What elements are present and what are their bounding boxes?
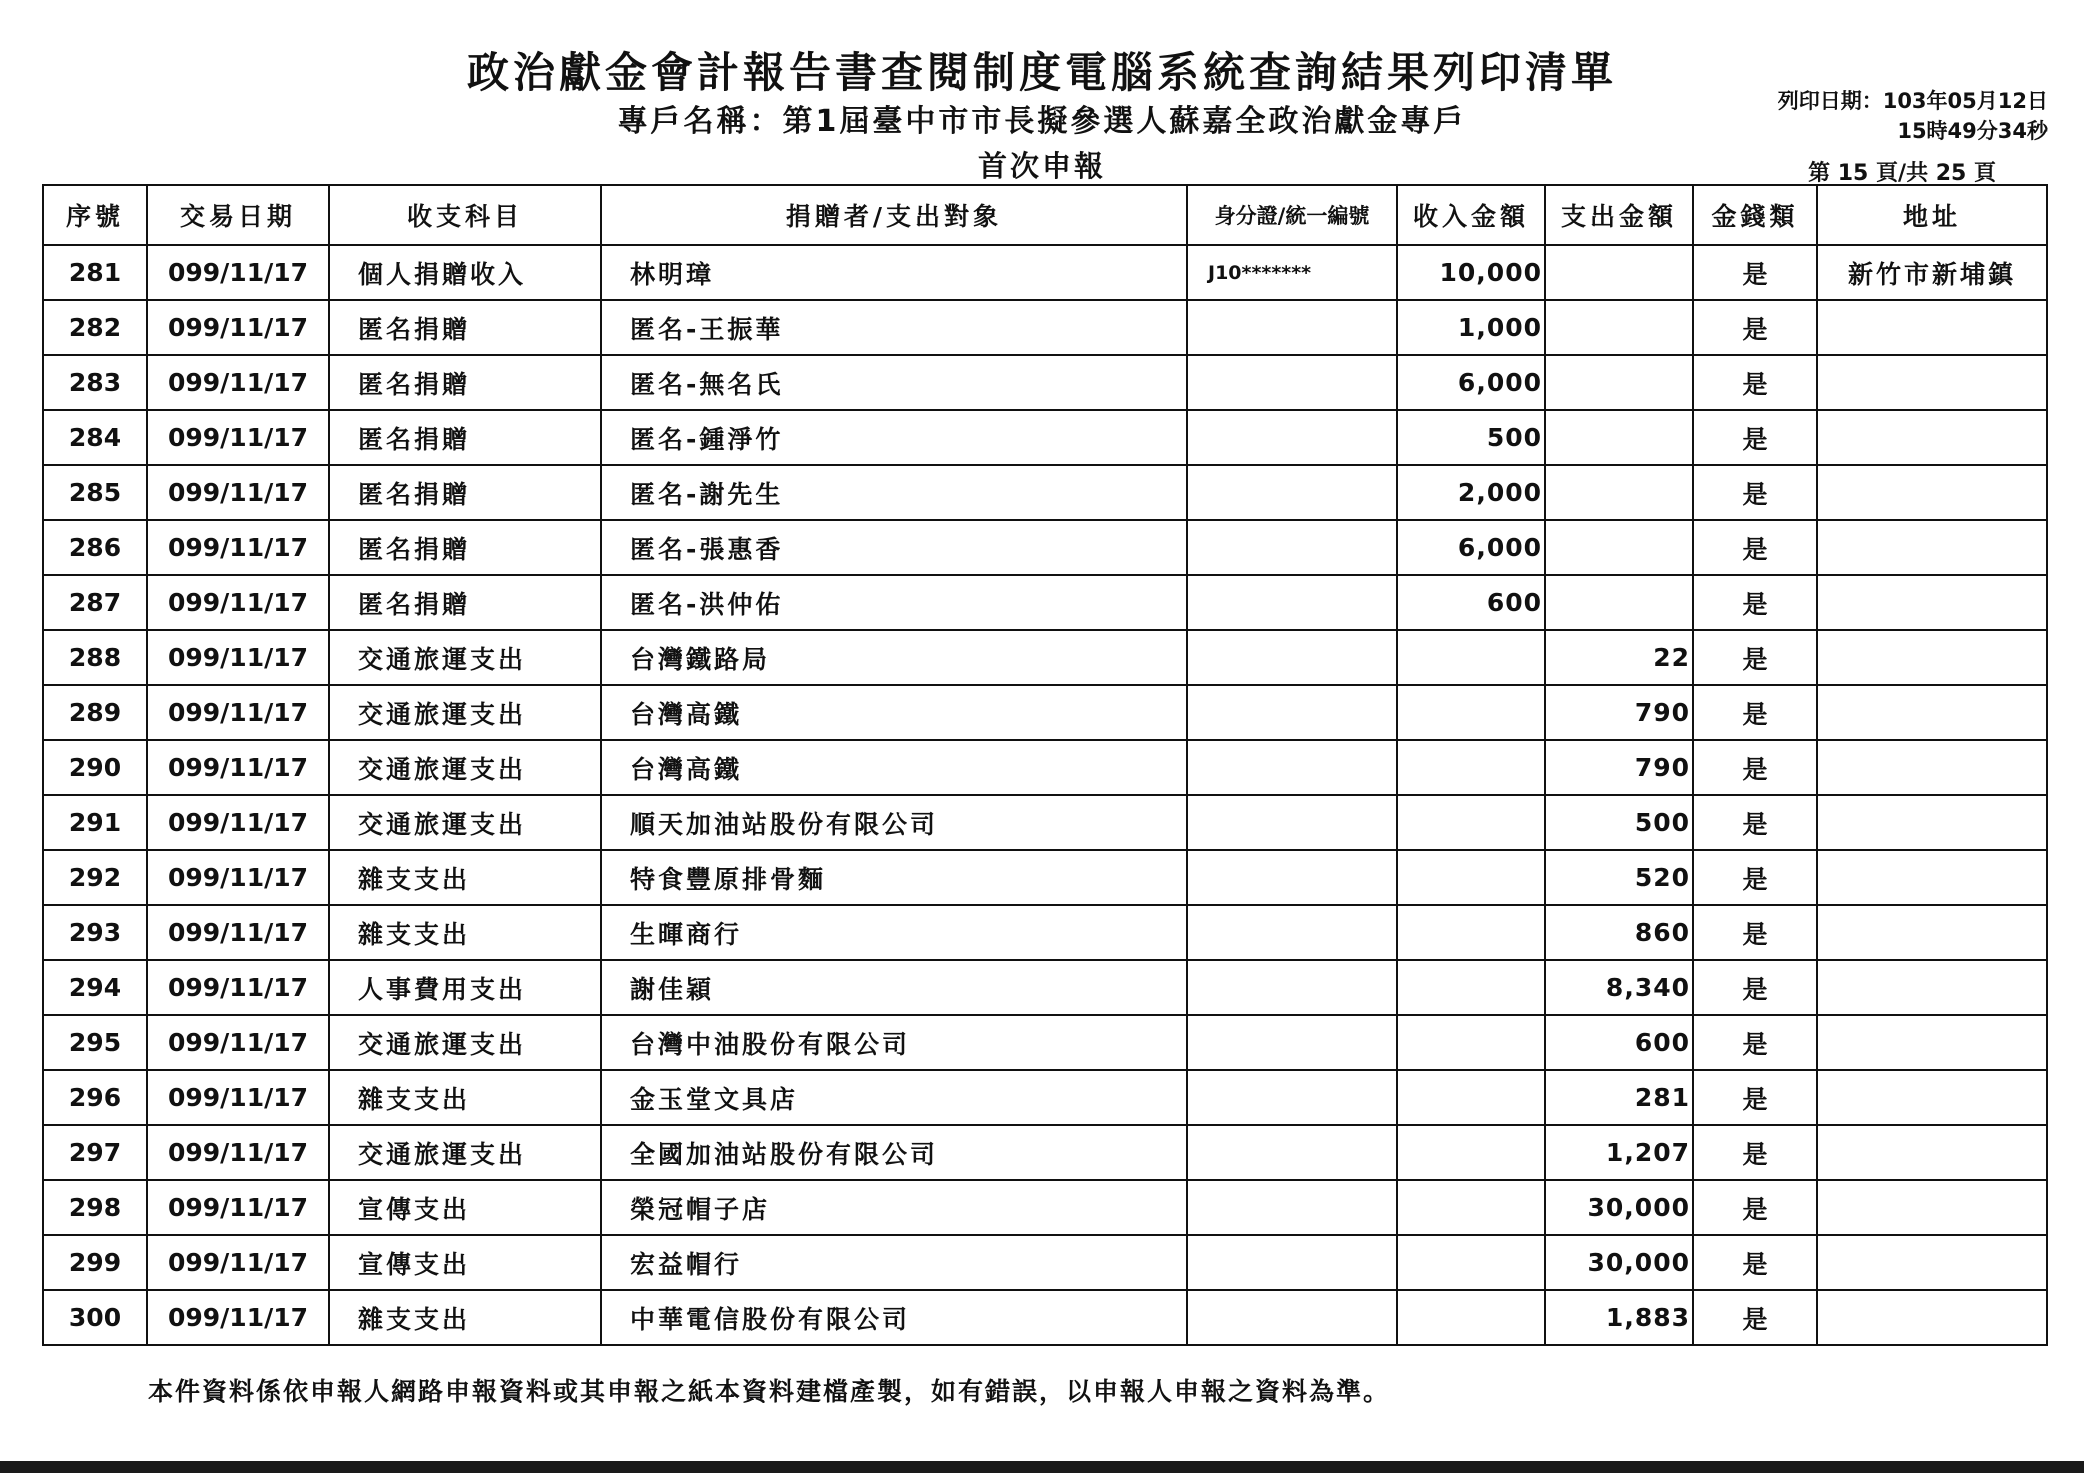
cell-income [1397, 960, 1545, 1015]
cell-address [1817, 465, 2047, 520]
cell-date: 099/11/17 [147, 1015, 329, 1070]
cell-address [1817, 410, 2047, 465]
cell-income: 600 [1397, 575, 1545, 630]
cell-category: 交通旅運支出 [329, 685, 601, 740]
cell-address [1817, 1180, 2047, 1235]
cell-date: 099/11/17 [147, 1180, 329, 1235]
table-body [43, 245, 2047, 1345]
table-header-row [43, 185, 2047, 245]
cell-cash: 是 [1693, 960, 1817, 1015]
cell-date: 099/11/17 [147, 960, 329, 1015]
cell-cash: 是 [1693, 300, 1817, 355]
table-row [43, 300, 2047, 355]
cell-address [1817, 1125, 2047, 1180]
cell-expense: 8,340 [1545, 960, 1693, 1015]
cell-expense: 30,000 [1545, 1180, 1693, 1235]
cell-cash: 是 [1693, 1070, 1817, 1125]
cell-income [1397, 795, 1545, 850]
cell-address [1817, 685, 2047, 740]
table-row [43, 630, 2047, 685]
cell-id [1187, 960, 1397, 1015]
table-row [43, 1290, 2047, 1345]
cell-address [1817, 905, 2047, 960]
cell-date: 099/11/17 [147, 1125, 329, 1180]
print-time: 15時49分34秒 [1897, 119, 2048, 143]
cell-id [1187, 850, 1397, 905]
col-header-cash: 金錢類 [1693, 185, 1817, 245]
cell-cash: 是 [1693, 1015, 1817, 1070]
cell-party: 金玉堂文具店 [601, 1070, 1187, 1125]
cell-category: 交通旅運支出 [329, 740, 601, 795]
cell-party: 台灣高鐵 [601, 740, 1187, 795]
cell-party: 謝佳穎 [601, 960, 1187, 1015]
cell-address: 新竹市新埔鎮 [1817, 245, 2047, 300]
cell-cash: 是 [1693, 355, 1817, 410]
cell-id: J10******* [1187, 245, 1397, 300]
table-row [43, 245, 2047, 300]
cell-date: 099/11/17 [147, 850, 329, 905]
cell-no: 281 [43, 245, 147, 300]
cell-no: 290 [43, 740, 147, 795]
cell-income [1397, 740, 1545, 795]
cell-category: 匿名捐贈 [329, 355, 601, 410]
cell-category: 交通旅運支出 [329, 795, 601, 850]
table-row [43, 410, 2047, 465]
cell-cash: 是 [1693, 685, 1817, 740]
cell-cash: 是 [1693, 410, 1817, 465]
cell-expense [1545, 520, 1693, 575]
cell-cash: 是 [1693, 795, 1817, 850]
cell-address [1817, 575, 2047, 630]
cell-cash: 是 [1693, 575, 1817, 630]
cell-no: 289 [43, 685, 147, 740]
cell-no: 292 [43, 850, 147, 905]
cell-date: 099/11/17 [147, 465, 329, 520]
cell-party: 匿名-洪仲佑 [601, 575, 1187, 630]
cell-no: 287 [43, 575, 147, 630]
cell-category: 匿名捐贈 [329, 410, 601, 465]
cell-date: 099/11/17 [147, 905, 329, 960]
cell-no: 298 [43, 1180, 147, 1235]
cell-id [1187, 795, 1397, 850]
col-header-expense: 支出金額 [1545, 185, 1693, 245]
cell-address [1817, 630, 2047, 685]
cell-no: 296 [43, 1070, 147, 1125]
cell-expense: 500 [1545, 795, 1693, 850]
cell-address [1817, 520, 2047, 575]
cell-category: 交通旅運支出 [329, 630, 601, 685]
table-row [43, 1125, 2047, 1180]
col-header-date: 交易日期 [147, 185, 329, 245]
cell-cash: 是 [1693, 1125, 1817, 1180]
table-row [43, 685, 2047, 740]
cell-income [1397, 1070, 1545, 1125]
cell-category: 匿名捐贈 [329, 520, 601, 575]
cell-category: 交通旅運支出 [329, 1125, 601, 1180]
cell-category: 人事費用支出 [329, 960, 601, 1015]
cell-cash: 是 [1693, 465, 1817, 520]
cell-income: 6,000 [1397, 355, 1545, 410]
cell-income: 2,000 [1397, 465, 1545, 520]
cell-income [1397, 905, 1545, 960]
cell-income [1397, 685, 1545, 740]
cell-party: 匿名-王振華 [601, 300, 1187, 355]
cell-expense: 22 [1545, 630, 1693, 685]
cell-id [1187, 630, 1397, 685]
cell-date: 099/11/17 [147, 245, 329, 300]
cell-no: 288 [43, 630, 147, 685]
print-date: 列印日期：103年05月12日 [1777, 89, 2048, 113]
cell-expense: 790 [1545, 740, 1693, 795]
table-row [43, 1180, 2047, 1235]
cell-id [1187, 520, 1397, 575]
cell-category: 雜支支出 [329, 1290, 601, 1345]
col-header-party: 捐贈者/支出對象 [601, 185, 1187, 245]
cell-cash: 是 [1693, 630, 1817, 685]
cell-party: 林明璋 [601, 245, 1187, 300]
cell-category: 匿名捐贈 [329, 465, 601, 520]
cell-party: 匿名-張惠香 [601, 520, 1187, 575]
cell-no: 294 [43, 960, 147, 1015]
cell-address [1817, 1070, 2047, 1125]
cell-date: 099/11/17 [147, 1290, 329, 1345]
cell-no: 285 [43, 465, 147, 520]
cell-date: 099/11/17 [147, 685, 329, 740]
cell-id [1187, 300, 1397, 355]
col-header-category: 收支科目 [329, 185, 601, 245]
cell-date: 099/11/17 [147, 520, 329, 575]
table-row [43, 905, 2047, 960]
cell-category: 宣傳支出 [329, 1180, 601, 1235]
cell-id [1187, 685, 1397, 740]
cell-expense: 860 [1545, 905, 1693, 960]
footnote: 本件資料係依申報人網路申報資料或其申報之紙本資料建檔產製，如有錯誤，以申報人申報之資料為準。 [148, 1377, 1391, 1406]
print-date-block [1778, 86, 2048, 146]
cell-no: 297 [43, 1125, 147, 1180]
cell-id [1187, 1070, 1397, 1125]
cell-income [1397, 1125, 1545, 1180]
cell-id [1187, 905, 1397, 960]
cell-date: 099/11/17 [147, 740, 329, 795]
cell-no: 300 [43, 1290, 147, 1345]
cell-no: 283 [43, 355, 147, 410]
cell-expense [1545, 575, 1693, 630]
table-row [43, 520, 2047, 575]
cell-category: 匿名捐贈 [329, 300, 601, 355]
cell-id [1187, 410, 1397, 465]
cell-id [1187, 1235, 1397, 1290]
bottom-rule [0, 1461, 2084, 1473]
cell-expense [1545, 465, 1693, 520]
cell-cash: 是 [1693, 245, 1817, 300]
cell-party: 台灣高鐵 [601, 685, 1187, 740]
cell-date: 099/11/17 [147, 1070, 329, 1125]
cell-date: 099/11/17 [147, 795, 329, 850]
cell-party: 台灣鐵路局 [601, 630, 1187, 685]
col-header-id: 身分證/統一編號 [1187, 185, 1397, 245]
cell-date: 099/11/17 [147, 630, 329, 685]
cell-expense [1545, 410, 1693, 465]
cell-id [1187, 1180, 1397, 1235]
cell-cash: 是 [1693, 1235, 1817, 1290]
cell-no: 286 [43, 520, 147, 575]
report-type: 首次申報 [977, 149, 1106, 183]
table-row [43, 355, 2047, 410]
cell-address [1817, 300, 2047, 355]
cell-cash: 是 [1693, 520, 1817, 575]
cell-party: 匿名-無名氏 [601, 355, 1187, 410]
cell-date: 099/11/17 [147, 355, 329, 410]
cell-no: 282 [43, 300, 147, 355]
cell-party: 生暉商行 [601, 905, 1187, 960]
cell-address [1817, 850, 2047, 905]
table-row [43, 1015, 2047, 1070]
cell-expense: 520 [1545, 850, 1693, 905]
cell-expense: 600 [1545, 1015, 1693, 1070]
cell-category: 交通旅運支出 [329, 1015, 601, 1070]
cell-party: 台灣中油股份有限公司 [601, 1015, 1187, 1070]
cell-expense: 1,207 [1545, 1125, 1693, 1180]
cell-party: 全國加油站股份有限公司 [601, 1125, 1187, 1180]
cell-category: 匿名捐贈 [329, 575, 601, 630]
cell-party: 榮冠帽子店 [601, 1180, 1187, 1235]
cell-income: 500 [1397, 410, 1545, 465]
cell-id [1187, 575, 1397, 630]
cell-address [1817, 960, 2047, 1015]
col-header-address: 地址 [1817, 185, 2047, 245]
table-row [43, 850, 2047, 905]
cell-income [1397, 1180, 1545, 1235]
cell-cash: 是 [1693, 1290, 1817, 1345]
cell-id [1187, 1125, 1397, 1180]
cell-category: 雜支支出 [329, 905, 601, 960]
cell-no: 299 [43, 1235, 147, 1290]
cell-income [1397, 1290, 1545, 1345]
cell-income: 10,000 [1397, 245, 1545, 300]
cell-income [1397, 630, 1545, 685]
table-row [43, 575, 2047, 630]
cell-expense: 281 [1545, 1070, 1693, 1125]
cell-cash: 是 [1693, 740, 1817, 795]
cell-no: 291 [43, 795, 147, 850]
cell-address [1817, 1290, 2047, 1345]
cell-id [1187, 355, 1397, 410]
cell-no: 284 [43, 410, 147, 465]
cell-no: 295 [43, 1015, 147, 1070]
cell-party: 宏益帽行 [601, 1235, 1187, 1290]
cell-address [1817, 740, 2047, 795]
cell-id [1187, 465, 1397, 520]
cell-id [1187, 740, 1397, 795]
records-table [42, 184, 2048, 1346]
cell-address [1817, 355, 2047, 410]
cell-address [1817, 1235, 2047, 1290]
cell-date: 099/11/17 [147, 300, 329, 355]
col-header-no: 序號 [43, 185, 147, 245]
page-title: 政治獻金會計報告書查閱制度電腦系統查詢結果列印清單 [466, 48, 1617, 97]
cell-date: 099/11/17 [147, 410, 329, 465]
table-row [43, 740, 2047, 795]
cell-expense: 1,883 [1545, 1290, 1693, 1345]
cell-address [1817, 1015, 2047, 1070]
cell-income [1397, 1235, 1545, 1290]
cell-date: 099/11/17 [147, 575, 329, 630]
cell-cash: 是 [1693, 905, 1817, 960]
table-row [43, 1235, 2047, 1290]
page-info: 第 15 頁/共 25 頁 [1808, 161, 1996, 186]
cell-party: 順天加油站股份有限公司 [601, 795, 1187, 850]
cell-party: 中華電信股份有限公司 [601, 1290, 1187, 1345]
cell-address [1817, 795, 2047, 850]
cell-income [1397, 850, 1545, 905]
cell-cash: 是 [1693, 1180, 1817, 1235]
table-row [43, 960, 2047, 1015]
account-name: 專戶名稱：第1屆臺中市市長擬參選人蘇嘉全政治獻金專戶 [617, 104, 1467, 139]
table-row [43, 465, 2047, 520]
cell-income: 6,000 [1397, 520, 1545, 575]
cell-category: 雜支支出 [329, 1070, 601, 1125]
cell-party: 特食豐原排骨麵 [601, 850, 1187, 905]
cell-category: 宣傳支出 [329, 1235, 601, 1290]
cell-id [1187, 1015, 1397, 1070]
cell-party: 匿名-鍾淨竹 [601, 410, 1187, 465]
cell-party: 匿名-謝先生 [601, 465, 1187, 520]
cell-date: 099/11/17 [147, 1235, 329, 1290]
cell-expense: 790 [1545, 685, 1693, 740]
cell-income [1397, 1015, 1545, 1070]
col-header-income: 收入金額 [1397, 185, 1545, 245]
cell-id [1187, 1290, 1397, 1345]
table-row [43, 1070, 2047, 1125]
cell-income: 1,000 [1397, 300, 1545, 355]
cell-category: 雜支支出 [329, 850, 601, 905]
cell-cash: 是 [1693, 850, 1817, 905]
cell-expense [1545, 245, 1693, 300]
cell-no: 293 [43, 905, 147, 960]
cell-expense: 30,000 [1545, 1235, 1693, 1290]
cell-expense [1545, 355, 1693, 410]
cell-expense [1545, 300, 1693, 355]
cell-category: 個人捐贈收入 [329, 245, 601, 300]
table-row [43, 795, 2047, 850]
